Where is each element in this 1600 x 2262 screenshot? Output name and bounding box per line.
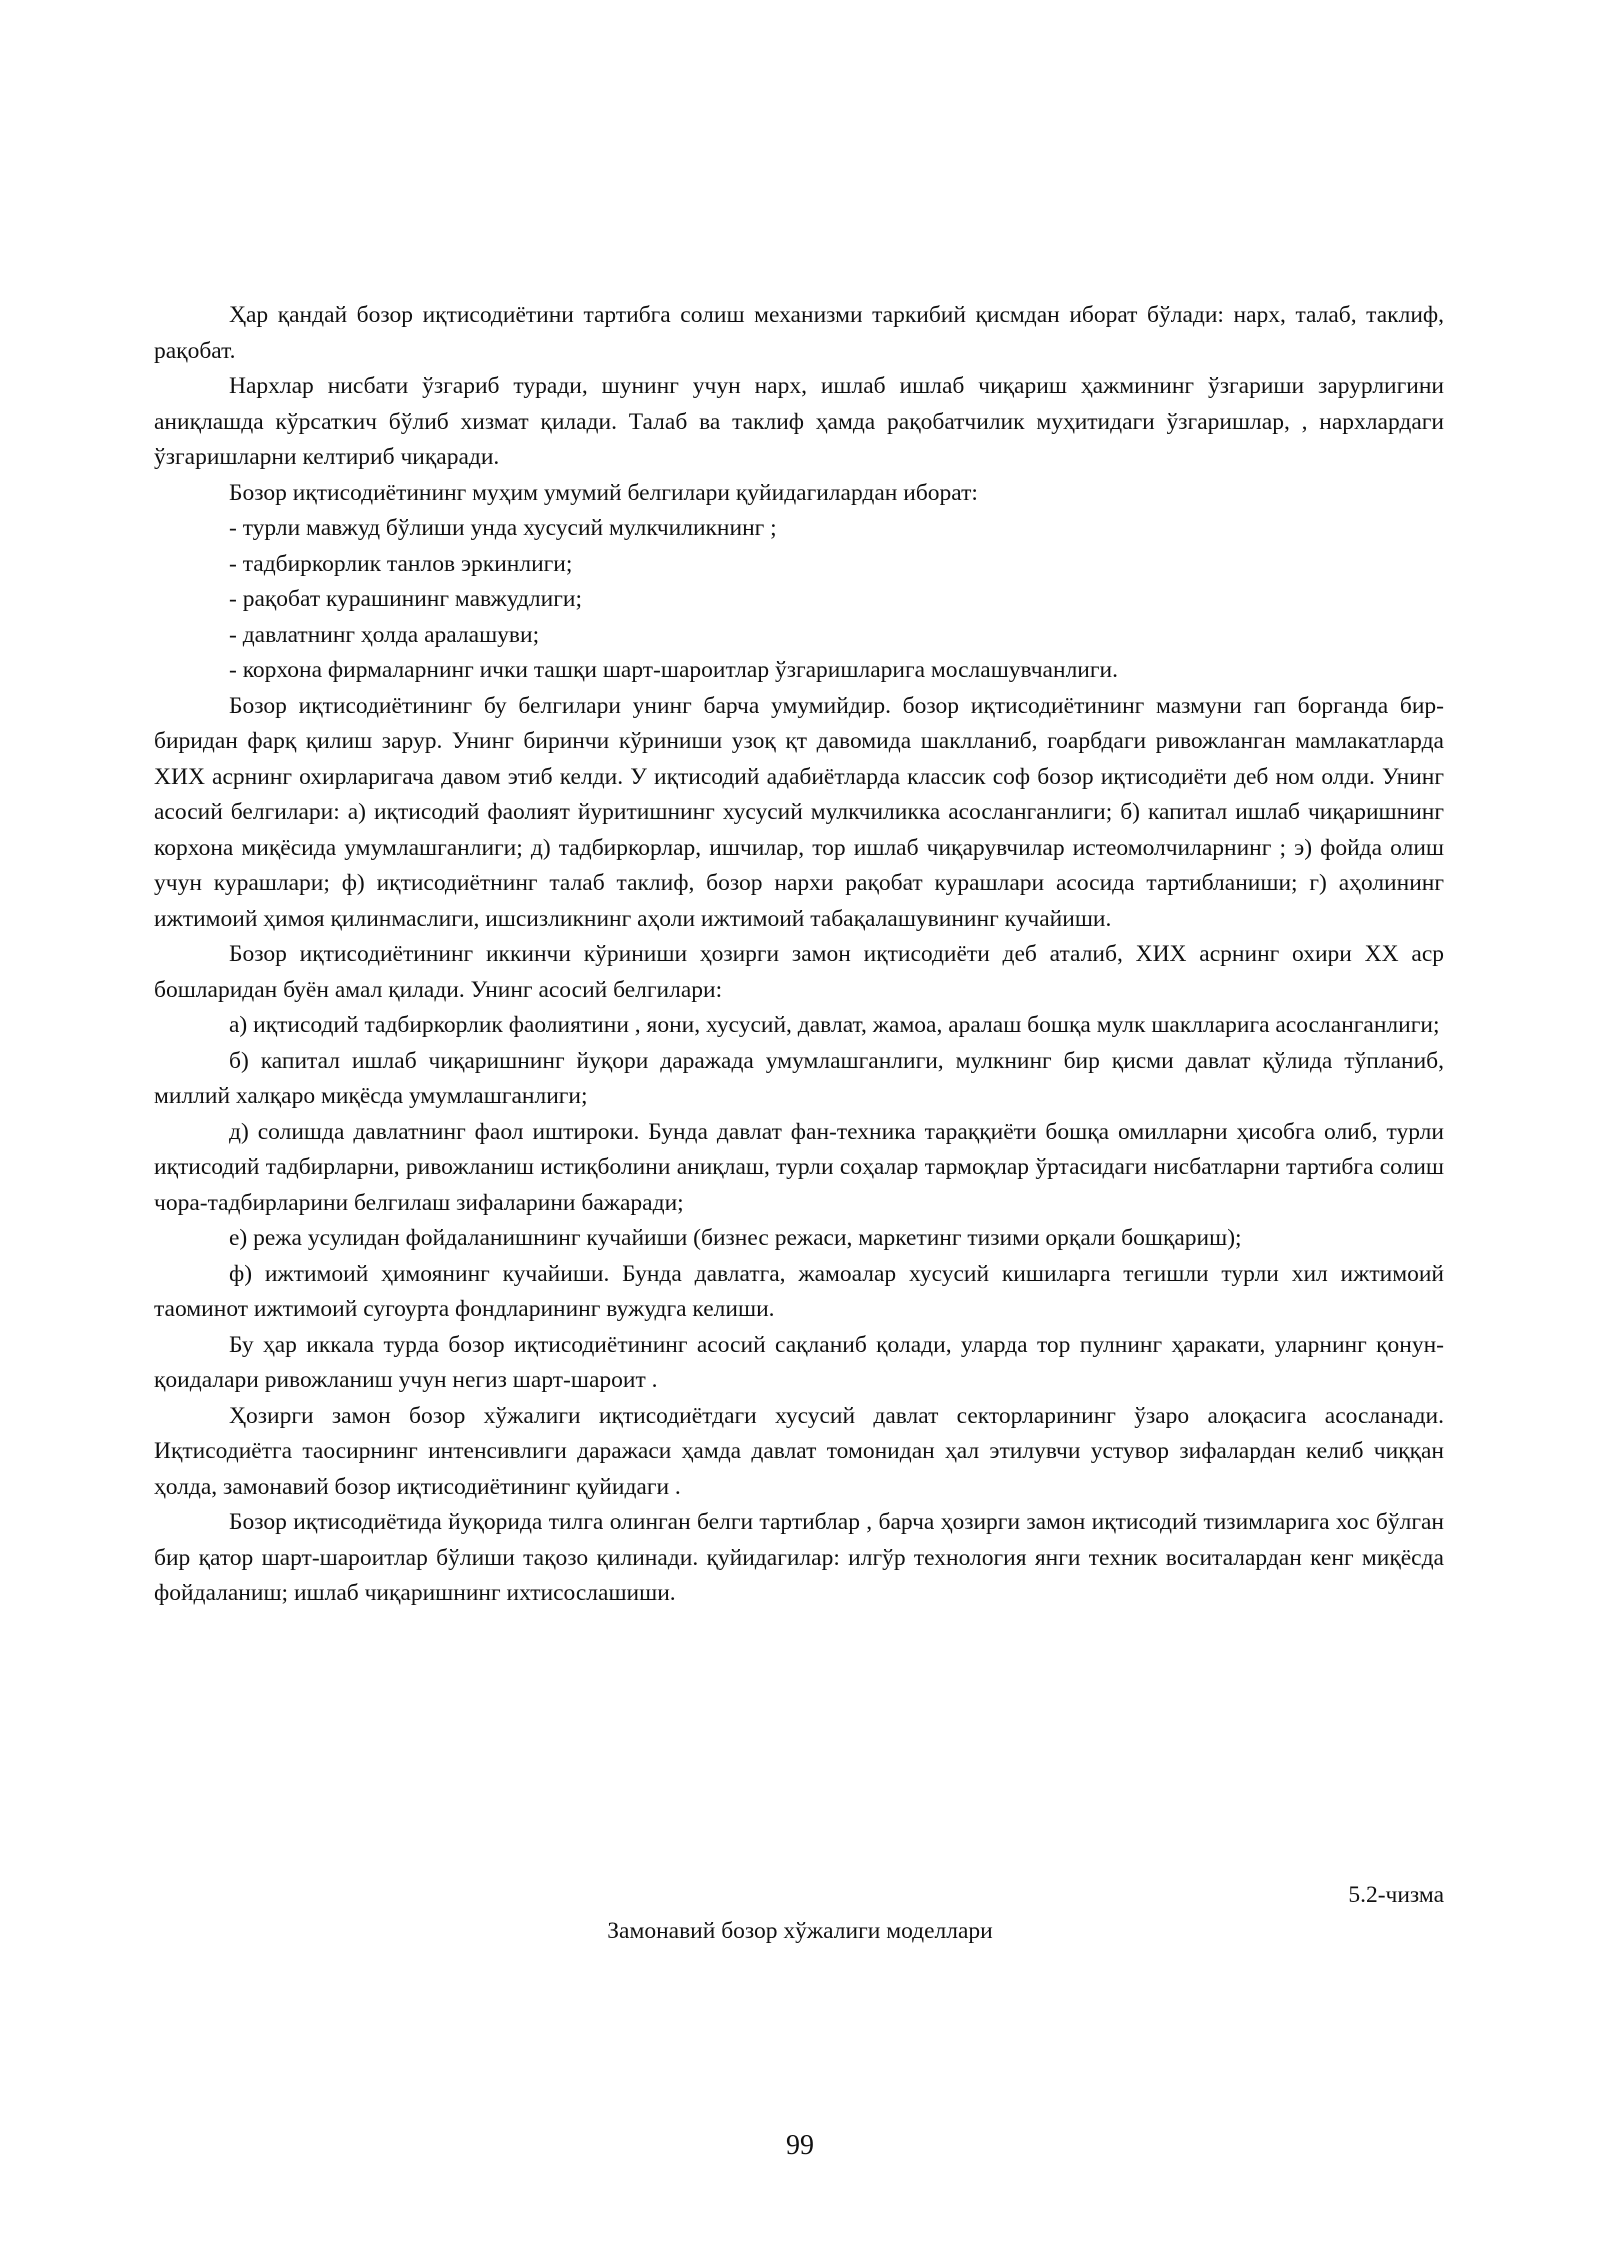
- list-item: - корхона фирмаларнинг ички ташқи шарт-шароитлар ўзгаришларига мослашувчанлиги.: [229, 657, 1118, 683]
- paragraph-conditions: Бозор иқтисодиётида йуқорида тилга олинган белги тартиблар , барча ҳозирги замон иқтисодий тизимларига хос бўлган бир қатор шарт-шароитлар бўлиши тақозо қилинади. қуйидагилар: илгўр технология янги техник воситалардан кенг миқёсда фойдаланиш; ишлаб чиқаришнинг ихтисослашиши.: [154, 1509, 1444, 1606]
- paragraph-feature-d: д) солишда давлатнинг фаол иштироки. Бунда давлат фан-техника тараққиёти бошқа омилларни ҳисобга олиб, турли иқтисодий тадбирларни, ривожланиш истиқболини аниқлаш, турли соҳалар тармоқлар ўртасидаги нисбатларни тартибга солиш чора-тадбирларини белгилаш зифаларини бажаради;: [154, 1118, 1444, 1216]
- paragraph-price-ratio: Нархлар нисбати ўзгариб туради, шунинг учун нарх, ишлаб ишлаб чиқариш ҳажмининг ўзгариши зарурлигини аниқлашда кўрсаткич бўлиб хизмат қилади. Талаб ва таклиф ҳамда рақобатчилик муҳитидаги ўзгаришлар, , нархлардаги ўзгаришларни келтириб чиқаради.: [154, 373, 1444, 470]
- figure-number: 5.2-чизма: [1348, 1882, 1444, 1908]
- paragraph-feature-b: б) капитал ишлаб чиқаришнинг йуқори даражада умумлашганлиги, мулкнинг бир қисми давлат қўлида тўпланиб, миллий халқаро миқёсда умумлашганлиги;: [154, 1047, 1444, 1109]
- paragraph-both-types: Бу ҳар иккала турда бозор иқтисодиётининг асосий сақланиб қолади, уларда тор пулнинг ҳаракати, уларнинг қонун-қоидалари ривожланиш учун негиз шарт-шароит .: [154, 1331, 1444, 1393]
- page-number: 99: [786, 2130, 814, 2161]
- paragraph-modern-market: Бозор иқтисодиётининг иккинчи кўриниши ҳозирги замон иқтисодиёти деб аталиб, ХИХ асрнинг охири ХХ аср бошларидан буён амал қилади. Унинг асосий белгилари:: [154, 941, 1444, 1003]
- paragraph-feature-a: а) иқтисодий тадбиркорлик фаолиятини , яони, хусусий, давлат, жамоа, аралаш бошқа мулк шаклларига асосланганлиги;: [229, 1012, 1440, 1038]
- paragraph-classic-market: Бозор иқтисодиётининг бу белгилари унинг барча умумийдир. бозор иқтисодиётининг мазмуни гап борганда бир-биридан фарқ қилиш зарур. Унинг биринчи кўриниши узоқ қт давомида шаклланиб, гоарбдаги ривожланган мамлакатларда ХИХ асрнинг охирларигача давом этиб келди. У иқтисодий адабиётларда классик соф бозор иқтисодиёти деб ном олди. Унинг асосий белгилари: а) иқтисодий фаолият йуритишнинг хусусий мулкчиликка асосланганлиги; б) капитал ишлаб чиқаришнинг корхона миқёсида умумлашганлиги; д) тадбиркорлар, ишчилар, тор ишлаб чиқарувчилар истеомолчиларнинг ; э) фойда олиш учун курашлари; ф) иқтисодиётнинг талаб таклиф, бозор нархи рақобат курашлари асосида тартибланиши; г) аҳолининг ижтимоий ҳимоя қилинмаслиги, ишсизликнинг аҳоли ижтимоий табақалашувининг кучайиши.: [154, 692, 1444, 932]
- list-item: - тадбиркорлик танлов эркинлиги;: [229, 550, 573, 577]
- paragraph-modern-economy: Ҳозирги замон бозор хўжалиги иқтисодиётдаги хусусий давлат секторларининг ўзаро алоқасига асосланади. Иқтисодиётга таосирнинг интенсивлиги даражаси ҳамда давлат томонидан ҳал этилувчи устувор зифалардан келиб чиққан ҳолда, замонавий бозор иқтисодиётининг қуйидаги .: [154, 1402, 1444, 1500]
- page-body: [154, 298, 1444, 1612]
- paragraph-feature-e: е) режа усулидан фойдаланишнинг кучайиши (бизнес режаси, маркетинг тизими орқали бошқариш);: [229, 1225, 1242, 1251]
- list-item: - турли мавжуд бўлиши унда хусусий мулкчиликнинг ;: [229, 515, 777, 541]
- figure-caption: Замонавий бозор хўжалиги моделлари: [607, 1918, 993, 1944]
- list-item: - рақобат курашининг мавжудлиги;: [229, 586, 582, 612]
- list-item: - давлатнинг ҳолда аралашуви;: [229, 621, 540, 648]
- paragraph-features-intro: Бозор иқтисодиётининг муҳим умумий белгилари қуйидагилардан иборат:: [229, 479, 978, 506]
- paragraph-feature-f: ф) ижтимоий ҳимоянинг кучайиши. Бунда давлатга, жамоалар хусусий кишиларга тегишли турли хил ижтимоий таоминот ижтимоий сугоурта фондларининг вужудга келиши.: [154, 1260, 1444, 1322]
- paragraph-market-mechanism: Ҳар қандай бозор иқтисодиётини тартибга солиш механизми таркибий қисмдан иборат бўлади: нарх, талаб, таклиф, рақобат.: [154, 302, 1444, 364]
